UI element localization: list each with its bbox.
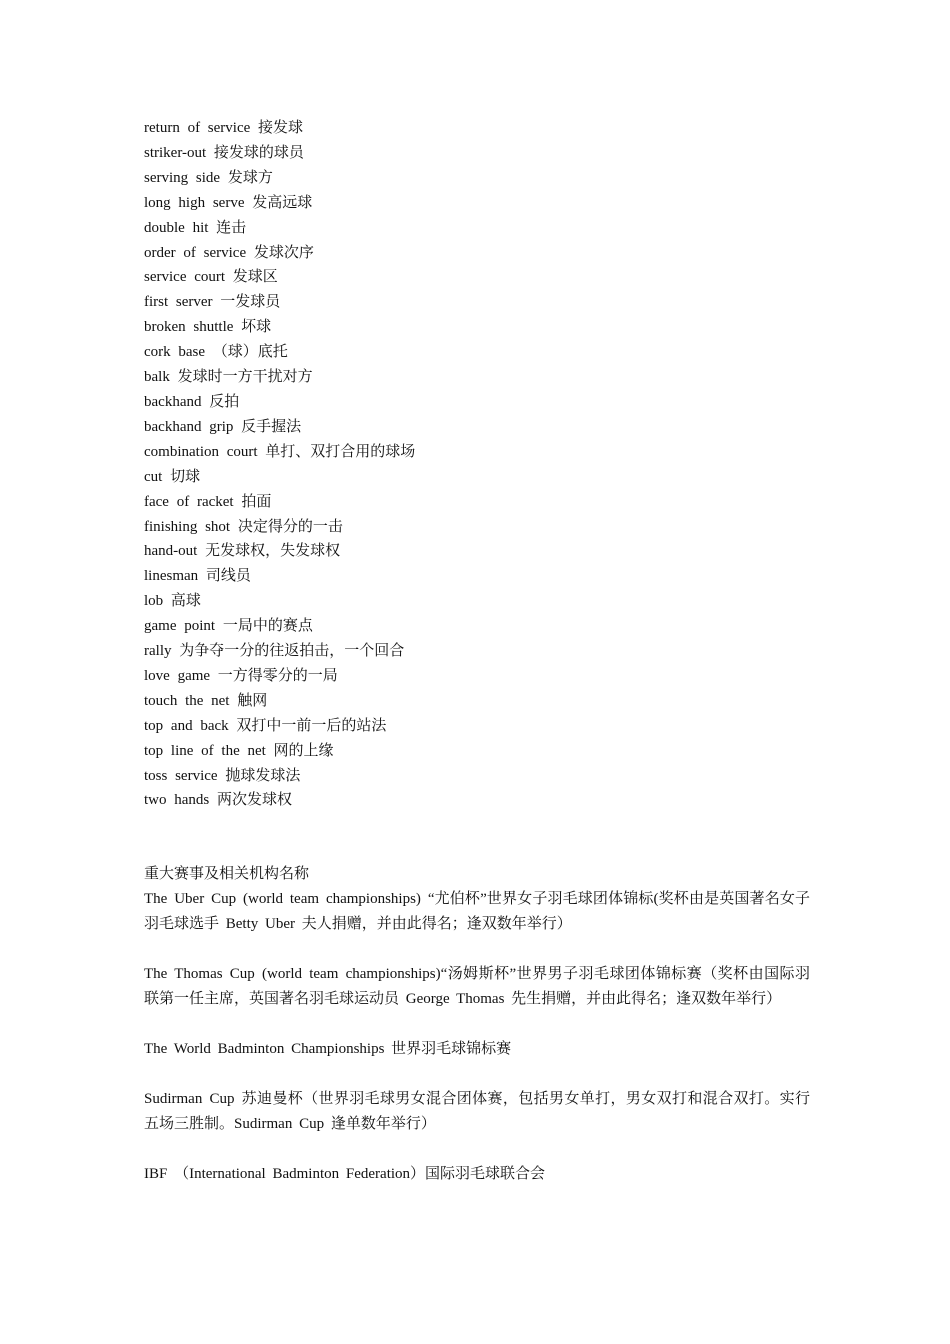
term-line: backhand grip 反手握法 (144, 418, 302, 435)
term-line: broken shuttle 坏球 (144, 319, 272, 336)
term-line: game point 一局中的赛点 (144, 618, 313, 635)
term-line: combination court 单打、双打合用的球场 (144, 443, 416, 460)
paragraph-ibf: IBF （International Badminton Federation）国际羽毛球联合会 (144, 1166, 546, 1183)
term-line: linesman 司线员 (144, 568, 251, 585)
term-line: top line of the net 网的上缘 (144, 742, 334, 759)
term-line: long high serve 发高远球 (144, 194, 313, 211)
term-list (144, 116, 810, 813)
term-line: lob 高球 (144, 593, 201, 610)
term-line: service court 发球区 (144, 269, 278, 286)
term-line: hand-out 无发球权，失发球权 (144, 543, 341, 560)
paragraph-sudirman-cup: Sudirman Cup 苏迪曼杯（世界羽毛球男女混合团体赛，包括男女单打，男女双打和混合双打。实行五场三胜制。Sudirman Cup 逢单数年举行） (144, 1091, 810, 1133)
term-line: order of service 发球次序 (144, 244, 314, 261)
term-line: backhand 反拍 (144, 393, 240, 410)
term-line: touch the net 触网 (144, 692, 268, 709)
term-line: striker-out 接发球的球员 (144, 144, 304, 161)
term-line: balk 发球时一方干扰对方 (144, 369, 313, 386)
term-line: finishing shot 决定得分的一击 (144, 518, 343, 535)
term-line: two hands 两次发球权 (144, 792, 292, 809)
paragraph-world-championships: The World Badminton Championships 世界羽毛球锦标赛 (144, 1041, 512, 1058)
term-line: serving side 发球方 (144, 169, 273, 186)
term-line: top and back 双打中一前一后的站法 (144, 717, 387, 734)
term-line: return of service 接发球 (144, 120, 304, 136)
section-title: 重大赛事及相关机构名称 (144, 866, 310, 883)
document-page (144, 116, 810, 1187)
term-line: first server 一发球员 (144, 294, 281, 311)
term-line: double hit 连击 (144, 219, 247, 236)
paragraph-uber-cup: The Uber Cup (world team championships) “尤伯杯”世界女子羽毛球团体锦标(奖杯由是英国著名女子羽毛球选手 Betty Uber 夫人捐赠，并由此得名；逢双数年举行） (144, 891, 810, 933)
term-line: toss service 抛球发球法 (144, 767, 301, 784)
term-line: face of racket 拍面 (144, 493, 272, 510)
term-line: love game 一方得零分的一局 (144, 667, 338, 684)
term-line: cut 切球 (144, 468, 201, 485)
paragraph-thomas-cup: The Thomas Cup (world team championships)“汤姆斯杯”世界男子羽毛球团体锦标赛（奖杯由国际羽联第一任主席，英国著名羽毛球运动员 George Thomas 先生捐赠，并由此得名；逢双数年举行） (144, 966, 810, 1008)
term-line: cork base （球）底托 (144, 344, 288, 361)
term-line: rally 为争夺一分的往返拍击，一个回合 (144, 643, 405, 660)
